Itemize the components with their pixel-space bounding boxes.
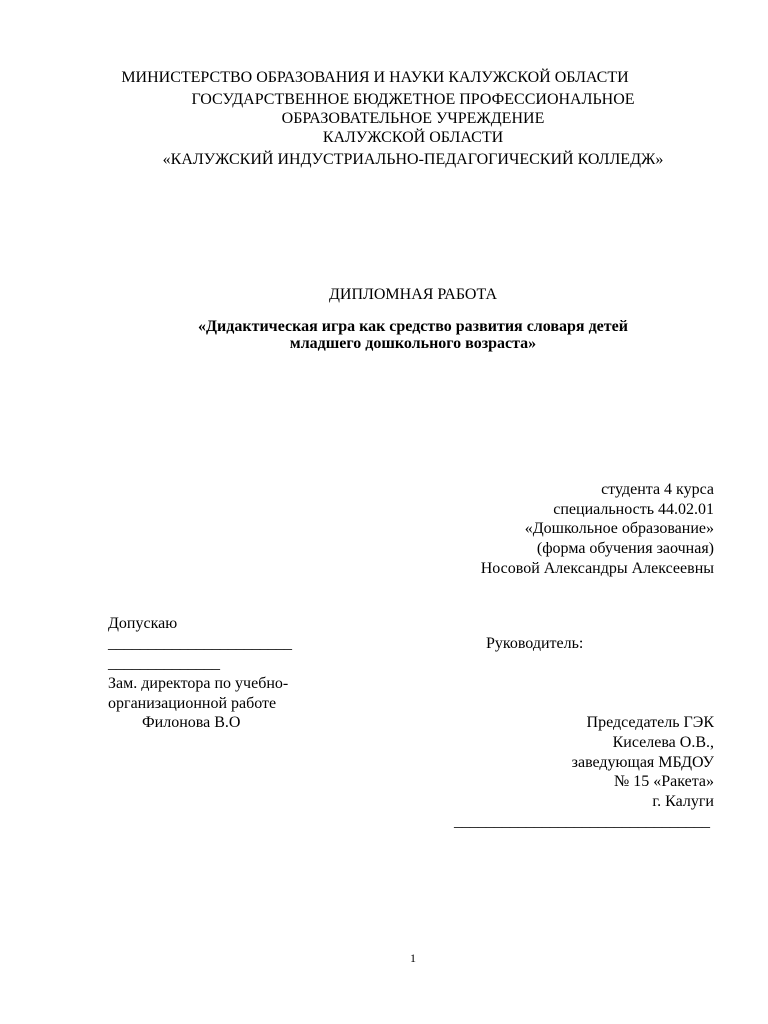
thesis-topic-line-2: младшего дошкольного возраста»	[289, 335, 537, 352]
header-college-name: «КАЛУЖСКИЙ ИНДУСТРИАЛЬНО-ПЕДАГОГИЧЕСКИЙ КОЛЛЕДЖ»	[162, 151, 664, 168]
document-type: ДИПЛОМНАЯ РАБОТА	[328, 286, 497, 303]
student-name: Носовой Александры Алексеевны	[480, 560, 714, 577]
header-region: КАЛУЖСКОЙ ОБЛАСТИ	[322, 129, 504, 146]
header-institution-type-2: ОБРАЗОВАТЕЛЬНОЕ УЧРЕЖДЕНИЕ	[281, 110, 545, 127]
chairman-city: г. Калуги	[652, 793, 714, 810]
approval-name: Филонова В.О	[142, 714, 241, 731]
student-course: студента 4 курса	[601, 481, 714, 498]
chairman-title: Председатель ГЭК	[586, 714, 714, 731]
header-institution-type: ГОСУДАРСТВЕННОЕ БЮДЖЕТНОЕ ПРОФЕССИОНАЛЬНОЕ	[191, 91, 635, 108]
approval-position-line-2: организационной работе	[108, 695, 277, 712]
chairman-name: Киселева О.В.,	[612, 734, 714, 751]
thesis-topic-line-1: «Дидактическая игра как средство развития словаря детей	[198, 318, 628, 335]
student-study-form: (форма обучения заочная)	[536, 540, 714, 557]
chairman-position: заведующая МБДОУ	[571, 754, 714, 771]
chairman-organization: № 15 «Ракета»	[613, 773, 714, 790]
page-number: 1	[410, 951, 416, 965]
approval-position-line-1: Зам. директора по учебно-	[108, 675, 289, 692]
student-program: «Дошкольное образование»	[524, 520, 714, 537]
approval-label: Допускаю	[108, 615, 178, 632]
chairman-signature-line: ________________________________	[454, 813, 710, 830]
supervisor-label: Руководитель:	[486, 635, 584, 652]
approval-signature-line-2: ______________	[108, 655, 220, 672]
header-ministry: МИНИСТЕРСТВО ОБРАЗОВАНИЯ И НАУКИ КАЛУЖСКОЙ ОБЛАСТИ	[121, 69, 629, 86]
student-specialty: специальность 44.02.01	[553, 501, 714, 518]
approval-signature-line-1: _______________________	[108, 635, 292, 652]
